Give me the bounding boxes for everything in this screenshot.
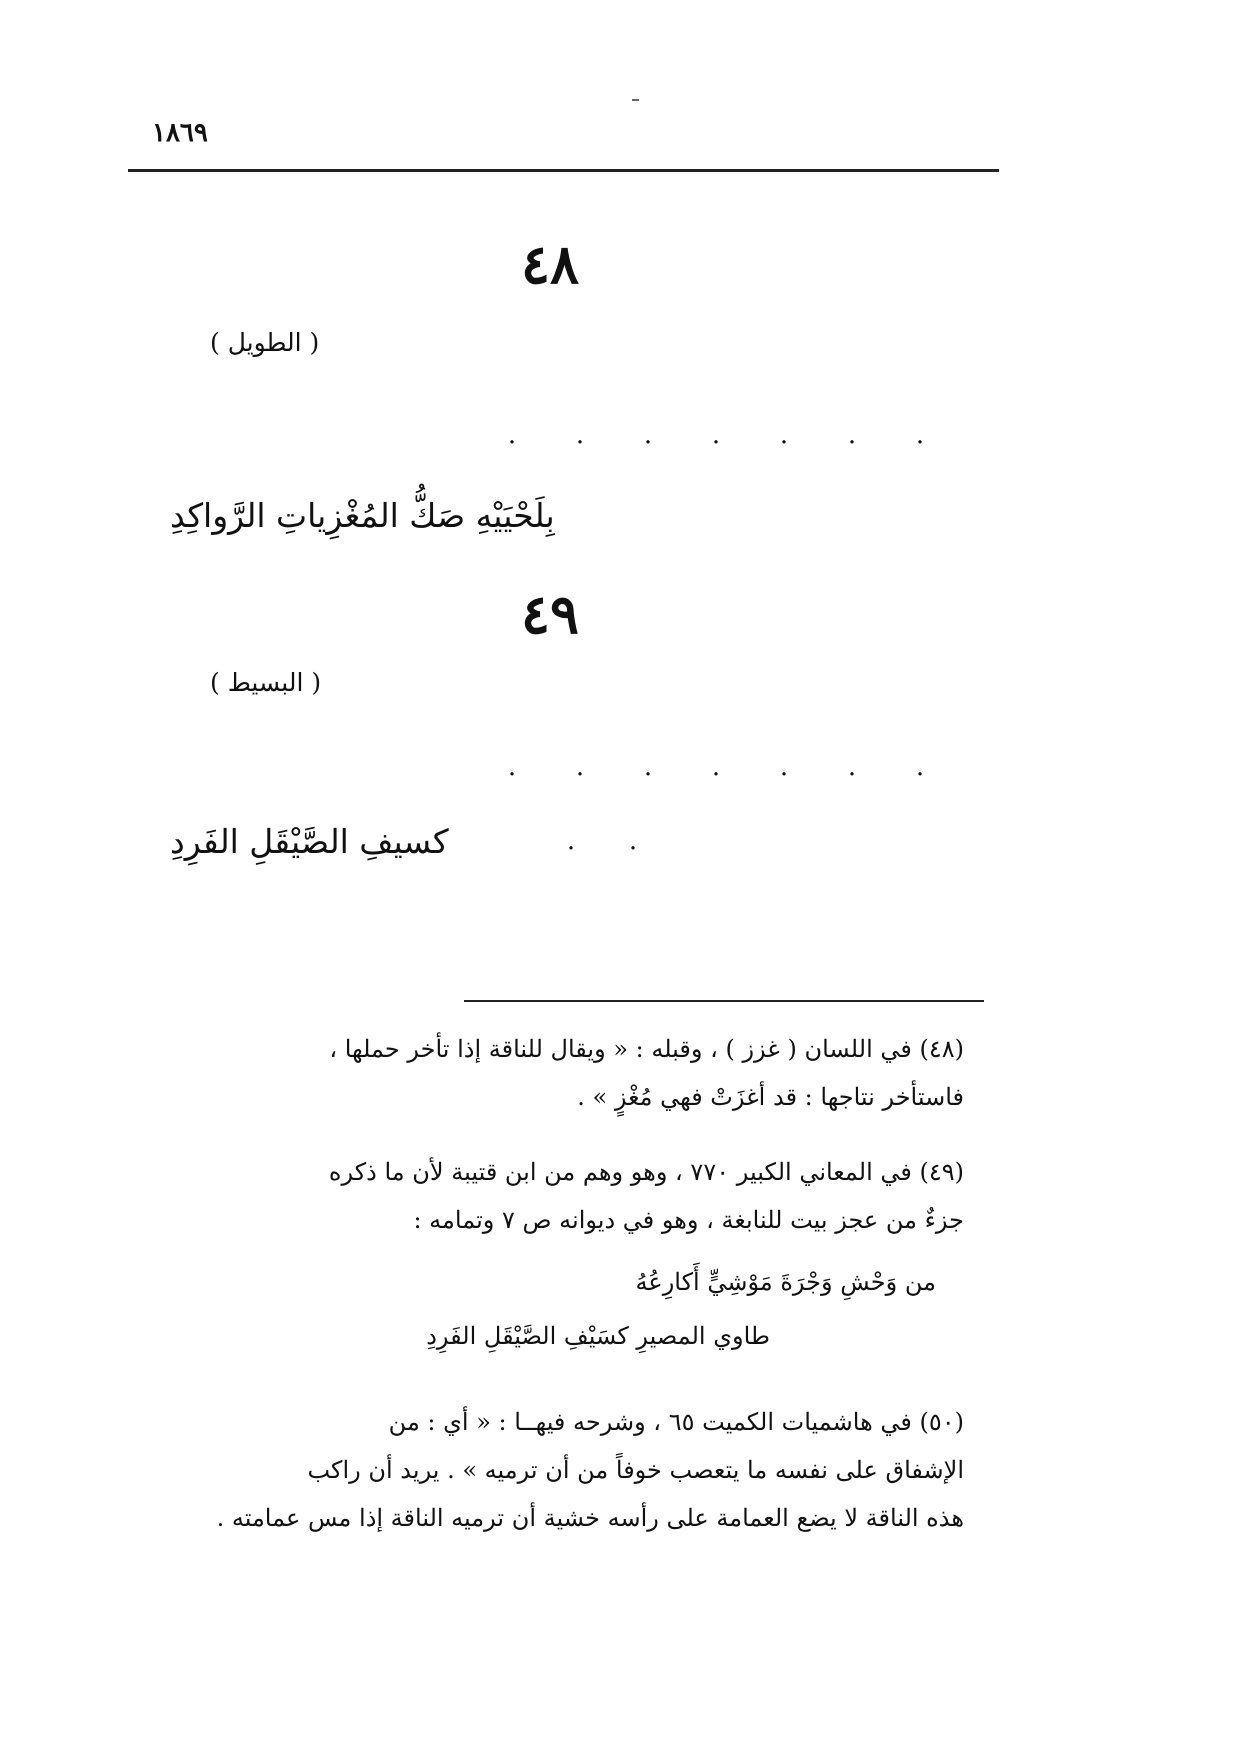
ellipsis-dot: . bbox=[507, 752, 517, 782]
footnote-line: (٥٠) في هاشميات الكميت ٦٥ ، وشرحه فيهــا : « أي : من bbox=[388, 1408, 964, 1436]
poem-verse-49: كسيفِ الصَّيْقَلِ الفَرِدِ bbox=[170, 822, 449, 861]
ellipsis-dot: . bbox=[575, 752, 585, 782]
poem-meter-49: ( البسيط ) bbox=[210, 668, 322, 697]
ellipsis-dot: . bbox=[915, 752, 925, 782]
poem-number-49: ٤٩ bbox=[520, 582, 579, 646]
ellipsis-dot: . bbox=[628, 826, 638, 856]
verse-lead-dots-49 bbox=[540, 826, 664, 856]
ellipsis-dot: . bbox=[711, 420, 721, 450]
ellipsis-dot: . bbox=[847, 752, 857, 782]
ellipsis-dots-49 bbox=[478, 752, 954, 782]
footnote-line: فاستأخر نتاجها : قد أغزَتْ فهي مُغْزٍ » . bbox=[577, 1083, 964, 1111]
ellipsis-dot: . bbox=[847, 420, 857, 450]
page-speck bbox=[632, 99, 639, 101]
ellipsis-dot: . bbox=[779, 752, 789, 782]
footnote-line: (٤٩) في المعاني الكبير ٧٧٠ ، وهو وهم من ابن قتيبة لأن ما ذكره bbox=[328, 1158, 964, 1186]
page-number: ١٨٦٩ bbox=[152, 118, 208, 148]
footnote-rule bbox=[464, 1000, 984, 1002]
poem-meter-48: ( الطويل ) bbox=[210, 328, 320, 357]
ellipsis-dot: . bbox=[507, 420, 517, 450]
ellipsis-dot: . bbox=[915, 420, 925, 450]
ellipsis-dot: . bbox=[575, 420, 585, 450]
poem-number-48: ٤٨ bbox=[520, 232, 579, 296]
footnote-49-poem-line: من وَحْشِ وَجْرَةَ مَوْشِيٍّ أَكارِعُهُ bbox=[635, 1268, 936, 1296]
ellipsis-dot: . bbox=[643, 420, 653, 450]
footnote-49-poem-line: طاوي المصيرِ كسَيْفِ الصَّيْقَلِ الفَرِدِ bbox=[426, 1322, 770, 1350]
footnote-line: (٤٨) في اللسان ( غزز ) ، وقبله : « ويقال للناقة إذا تأخر حملها ، bbox=[329, 1035, 964, 1063]
footnote-line: هذه الناقة لا يضع العمامة على رأسه خشية أن ترميه الناقة إذا مس عمامته . bbox=[216, 1504, 964, 1532]
ellipsis-dot: . bbox=[643, 752, 653, 782]
ellipsis-dots-48 bbox=[478, 420, 954, 450]
footnote-line: الإشفاق على نفسه ما يتعصب خوفاً من أن ترميه » . يريد أن راكب bbox=[307, 1456, 964, 1484]
footnote-50 bbox=[128, 1398, 964, 1542]
poem-verse-48: بِلَحْيَيْهِ صَكُّ المُغْزِياتِ الرَّواكِدِ bbox=[170, 496, 555, 535]
footnote-48 bbox=[128, 1025, 964, 1121]
ellipsis-dot: . bbox=[779, 420, 789, 450]
header-rule bbox=[128, 169, 999, 172]
ellipsis-dot: . bbox=[566, 826, 576, 856]
footnote-49 bbox=[128, 1148, 964, 1244]
footnote-line: جزءٌ من عجز بيت للنابغة ، وهو في ديوانه ص ٧ وتمامه : bbox=[413, 1206, 964, 1234]
ellipsis-dot: . bbox=[711, 752, 721, 782]
